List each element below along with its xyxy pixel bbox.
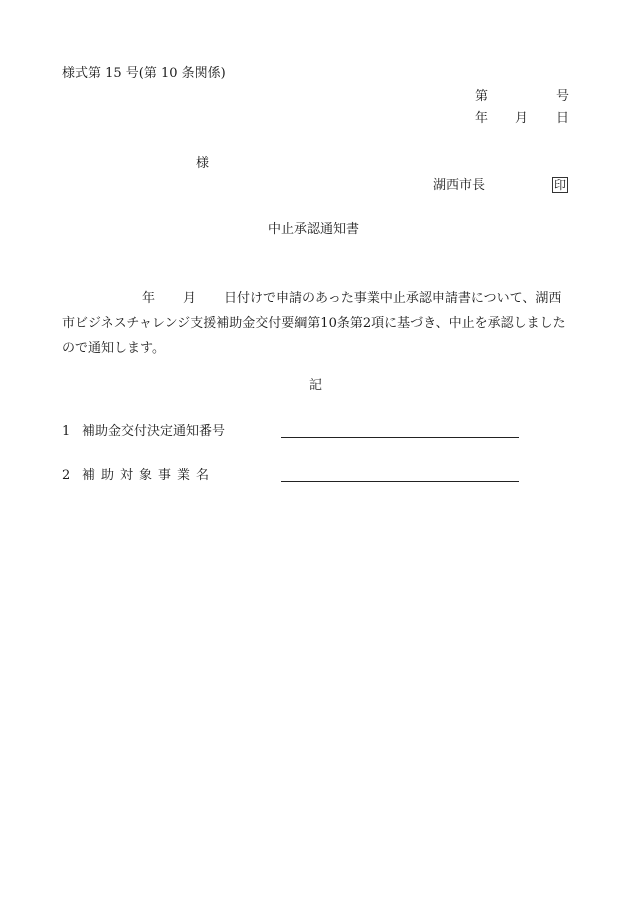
- number-prefix: 第: [475, 89, 489, 104]
- addressee-honorific: 様: [196, 156, 210, 171]
- form-label: 様式第 15 号(第 10 条関係): [62, 66, 226, 81]
- item-1-number: 1: [62, 424, 71, 439]
- seal-label: 印: [554, 178, 567, 192]
- document-title: 中止承認通知書: [268, 222, 360, 237]
- number-suffix: 号: [556, 89, 570, 104]
- item-1-label: 補助金交付決定通知番号: [82, 424, 226, 439]
- body-paragraph: [62, 286, 572, 361]
- item-1-blank-line: [281, 437, 519, 438]
- seal-mark: [552, 177, 568, 193]
- record-heading: 記: [309, 378, 323, 393]
- date-month: 月: [515, 111, 529, 126]
- item-2-number: 2: [62, 468, 71, 483]
- item-2-blank-line: [281, 481, 519, 482]
- body-year: 年: [142, 291, 156, 306]
- item-2-label: 補助対象事業名: [82, 468, 216, 483]
- body-text: 日付けで申請のあった事業中止承認申請書について、湖西市ビジネスチャレンジ支援補助金交付要綱第10条第2項に基づき、中止を承認しましたので通知します。: [62, 291, 566, 356]
- body-month: 月: [183, 291, 197, 306]
- date-year: 年: [475, 111, 489, 126]
- issuer-name: 湖西市長: [433, 178, 486, 193]
- date-day: 日: [556, 111, 570, 126]
